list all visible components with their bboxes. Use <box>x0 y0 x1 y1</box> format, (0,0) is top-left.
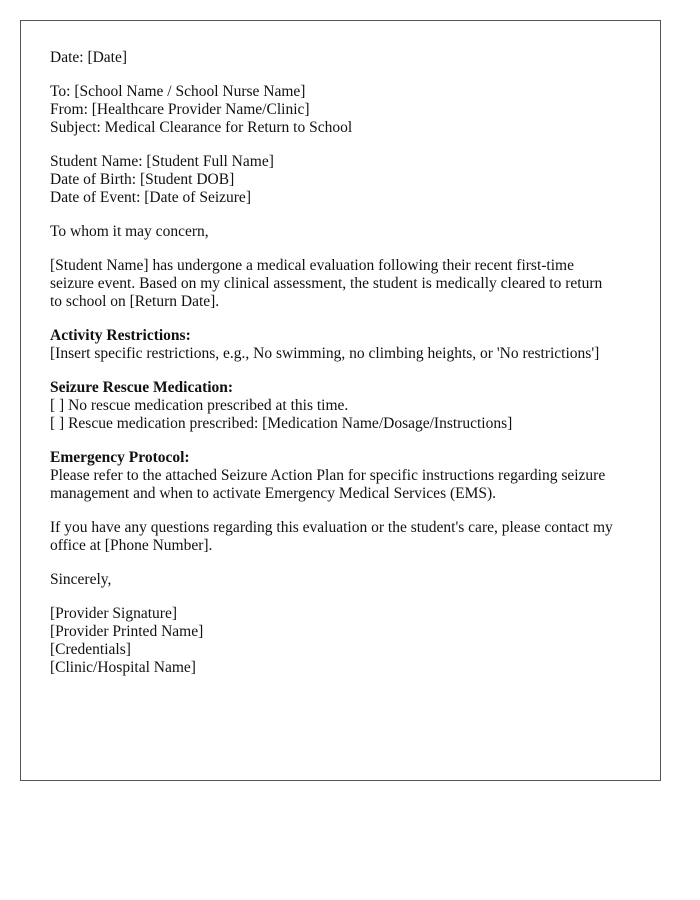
medication-option: [ ] Rescue medication prescribed: [Medication Name/Dosage/Instructions] <box>50 415 513 432</box>
signature-block <box>50 605 632 677</box>
salutation <box>50 223 632 241</box>
rescue-medication-section <box>50 379 632 433</box>
body-line: seizure event. Based on my clinical assessment, the student is medically cleared to return <box>50 275 603 292</box>
emergency-heading: Emergency Protocol: <box>50 449 190 466</box>
clearance-paragraph <box>50 257 632 311</box>
student-name-line: Student Name: [Student Full Name] <box>50 153 274 170</box>
questions-paragraph <box>50 519 632 555</box>
closing <box>50 571 632 589</box>
emergency-line: management and when to activate Emergency Medical Services (EMS). <box>50 485 497 502</box>
from-line: From: [Healthcare Provider Name/Clinic] <box>50 101 310 118</box>
subject-line: Subject: Medical Clearance for Return to School <box>50 119 353 136</box>
medication-option: [ ] No rescue medication prescribed at this time. <box>50 397 349 414</box>
activity-restrictions-section <box>50 327 632 363</box>
activity-text: [Insert specific restrictions, e.g., No swimming, no climbing heights, or 'No restrictions'] <box>50 345 600 362</box>
student-info <box>50 153 632 207</box>
signature-line: [Provider Printed Name] <box>50 623 204 640</box>
activity-heading: Activity Restrictions: <box>50 327 191 344</box>
letter-document <box>20 20 661 781</box>
signature-line: [Provider Signature] <box>50 605 177 622</box>
signature-line: [Credentials] <box>50 641 131 658</box>
memo-header <box>50 83 632 137</box>
signature-line: [Clinic/Hospital Name] <box>50 659 196 676</box>
date-section <box>50 49 632 67</box>
closing-text: Sincerely, <box>50 571 112 588</box>
to-line: To: [School Name / School Nurse Name] <box>50 83 306 100</box>
questions-line: If you have any questions regarding this evaluation or the student's care, please contact my <box>50 519 613 536</box>
questions-line: office at [Phone Number]. <box>50 537 213 554</box>
body-line: [Student Name] has undergone a medical evaluation following their recent first-time <box>50 257 574 274</box>
emergency-line: Please refer to the attached Seizure Action Plan for specific instructions regarding seizure <box>50 467 606 484</box>
dob-line: Date of Birth: [Student DOB] <box>50 171 235 188</box>
salutation-text: To whom it may concern, <box>50 223 209 240</box>
medication-heading: Seizure Rescue Medication: <box>50 379 234 396</box>
body-line: to school on [Return Date]. <box>50 293 220 310</box>
event-date-line: Date of Event: [Date of Seizure] <box>50 189 251 206</box>
date-line: Date: [Date] <box>50 49 128 66</box>
emergency-protocol-section <box>50 449 632 503</box>
